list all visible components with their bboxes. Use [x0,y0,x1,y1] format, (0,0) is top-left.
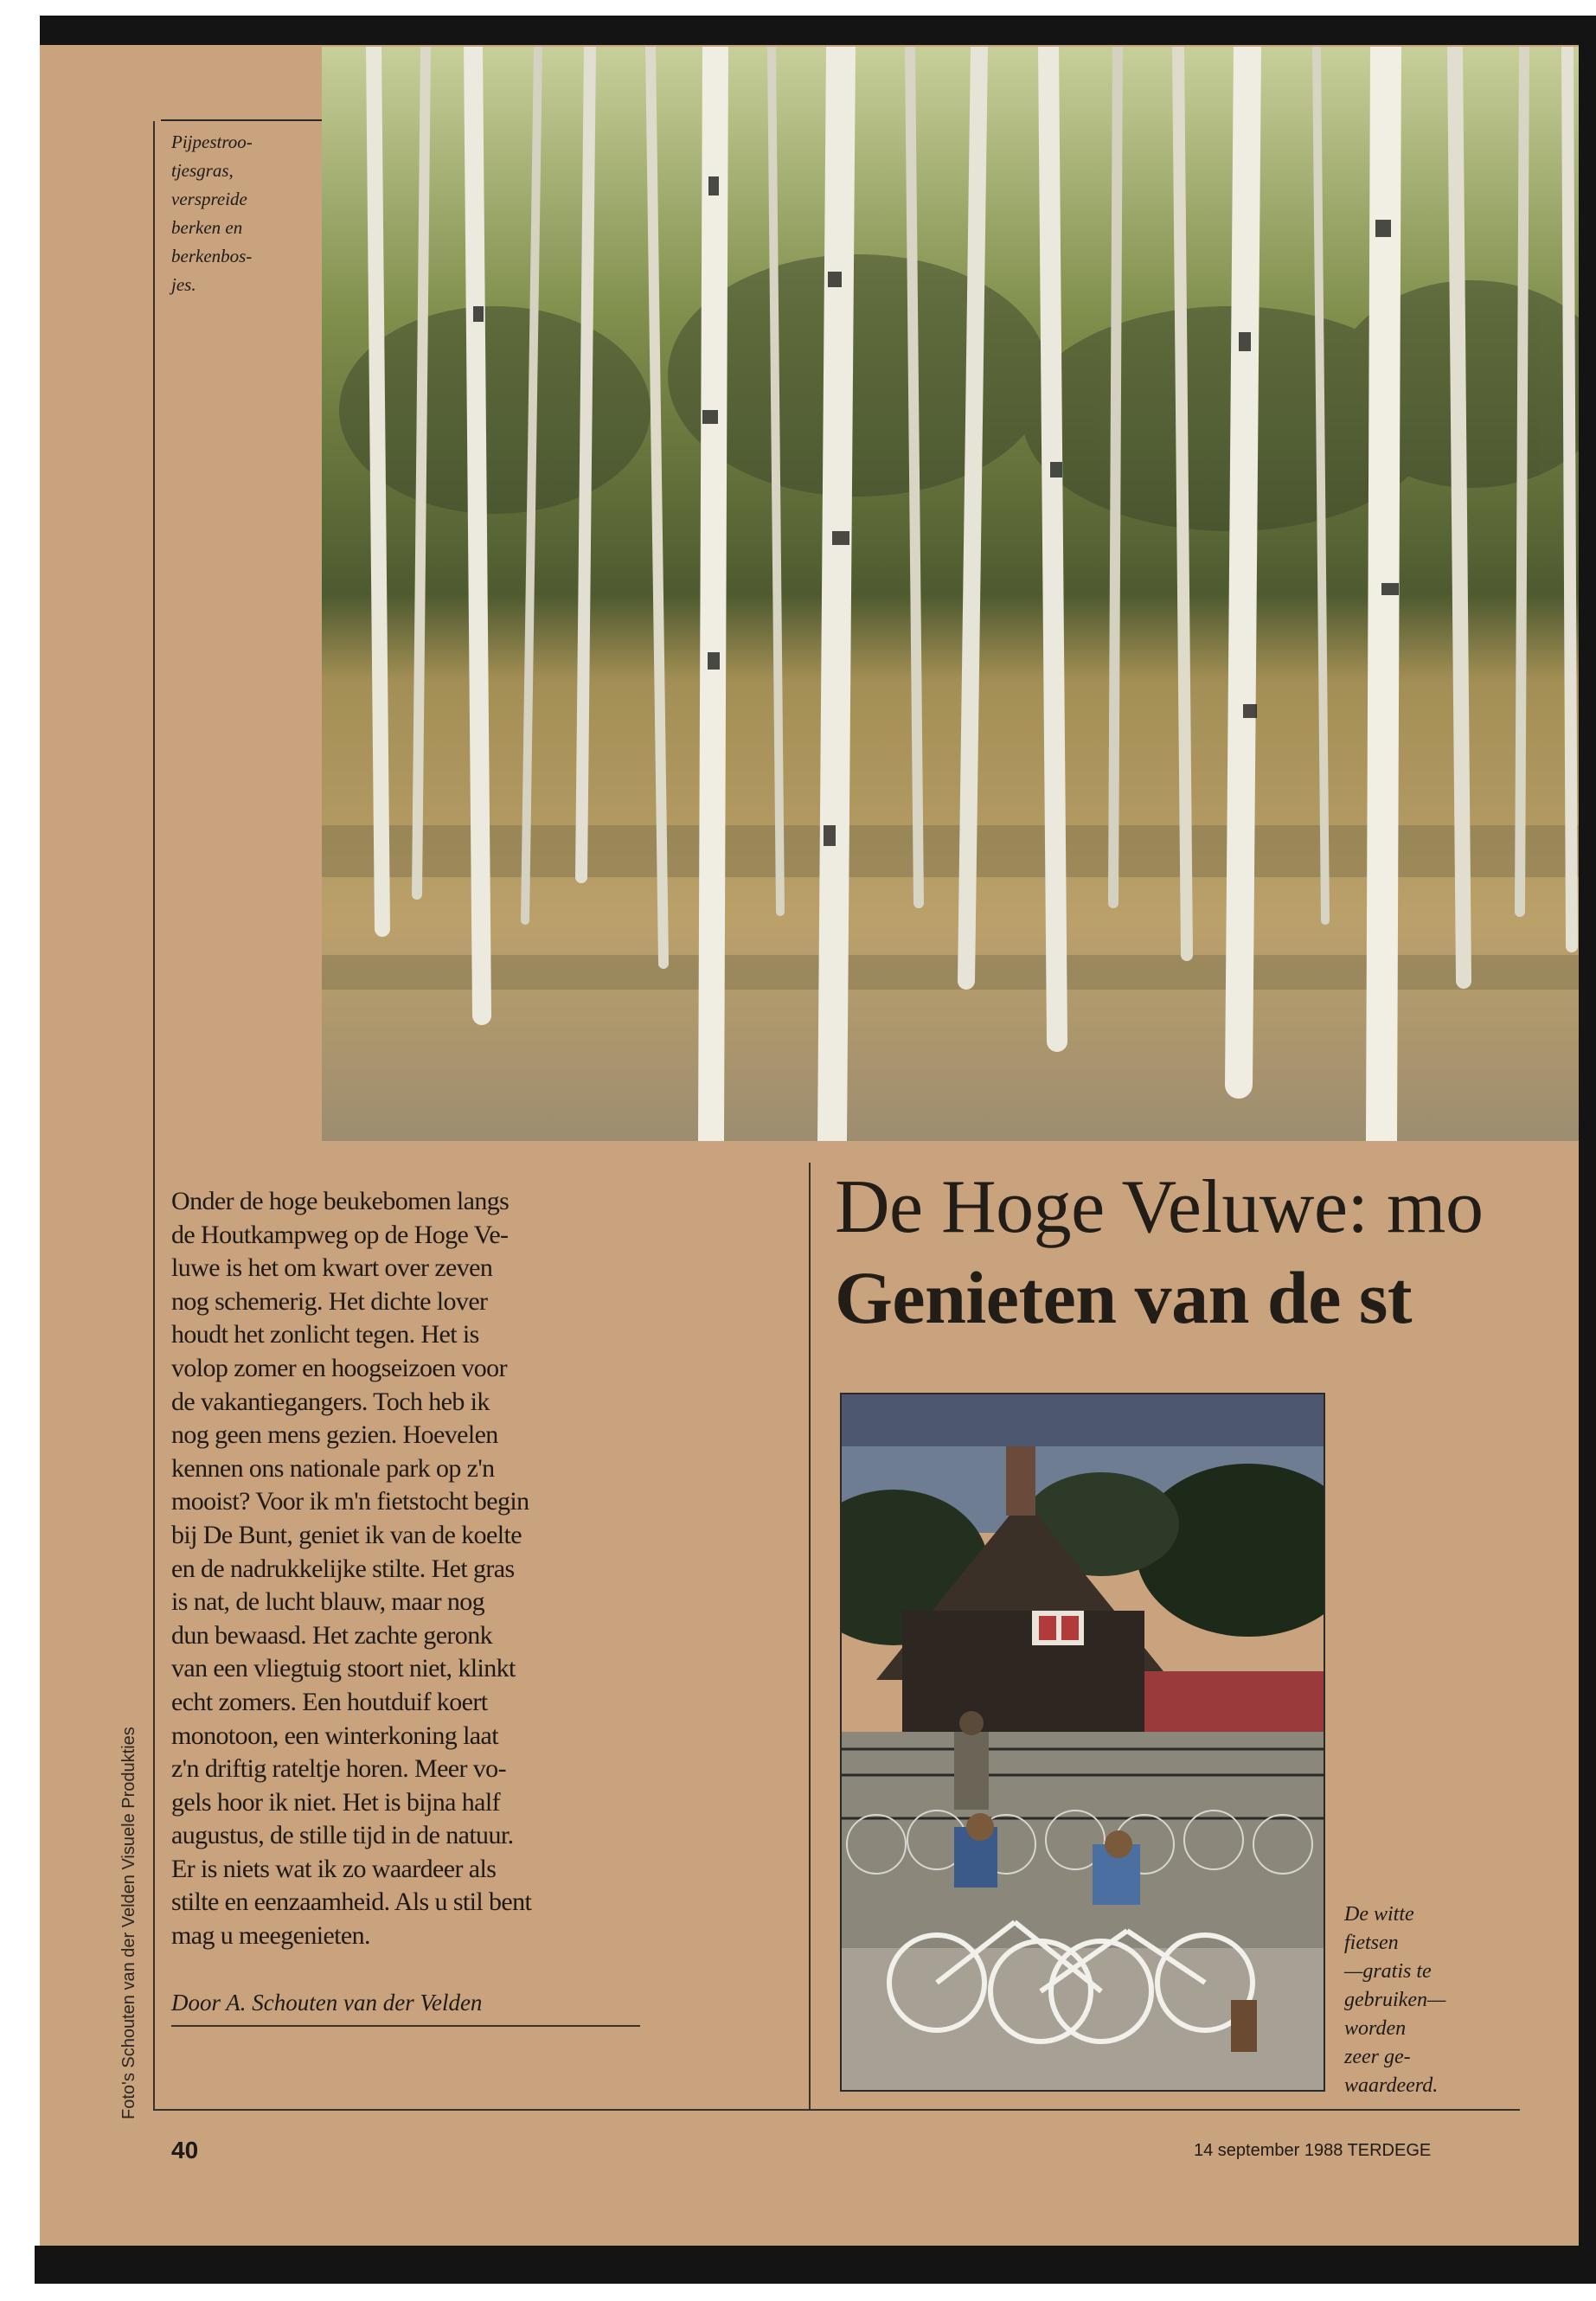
byline-rule [171,2025,640,2027]
caption-line: jes. [171,274,196,295]
body-line: van een vliegtuig stoort niet, klinkt [171,1654,516,1683]
caption-line: —gratis te [1344,1960,1432,1983]
caption-line: tjesgras, [171,160,234,181]
body-line: nog geen mens gezien. Hoevelen [171,1420,498,1450]
body-line: stilte en eenzaamheid. Als u stil bent [171,1888,532,1917]
body-line: houdt het zonlicht tegen. Het is [171,1320,479,1349]
body-line: de Houtkampweg op de Hoge Ve- [171,1220,509,1249]
photo-credit: Foto's Schouten van der Velden Visuele Produkties [119,1727,138,2119]
caption-line: worden [1344,2017,1407,2040]
photo-caption-right [1344,1900,1474,2100]
caption-rule [161,119,322,121]
scan-border-top [40,16,1596,45]
caption-line: verspreide [171,189,247,209]
issue-date: 14 september 1988 TERDEGE [1194,2141,1432,2160]
body-line: bij De Bunt, geniet ik van de koelte [171,1520,522,1549]
birch-forest-photo [322,47,1579,1141]
body-line: z'n driftig rateltje horen. Meer vo- [171,1754,506,1784]
caption-line: Pijpestroo- [171,131,253,152]
body-line: dun bewaasd. Het zachte geronk [171,1620,493,1650]
byline: Door A. Schouten van der Velden [171,1990,483,2016]
caption-line: berken en [171,217,243,238]
column-rule [809,1163,811,2109]
body-line: is nat, de lucht blauw, maar nog [171,1587,485,1617]
body-line: luwe is het om kwart over zeven [171,1253,493,1283]
body-line: Onder de hoge beukebomen langs [171,1187,510,1215]
body-line: augustus, de stille tijd in de natuur. [171,1821,514,1850]
scan-border-bottom [35,2246,1596,2284]
bottom-rule [153,2109,1520,2111]
body-line: mag u meegenieten. [171,1921,370,1951]
caption-line: waardeerd. [1344,2074,1439,2097]
body-line: Er is niets wat ik zo waardeer als [171,1854,497,1883]
body-line: gels hoor ik niet. Het is bijna half [171,1787,500,1817]
body-line: en de nadrukkelijke stilte. Het gras [171,1554,515,1583]
caption-line: gebruiken— [1344,1989,1446,2011]
body-line: volop zomer en hoogseizoen voor [171,1353,507,1382]
headline-line-2: Genieten van de st [835,1256,1413,1339]
caption-line: berkenbos- [171,246,253,266]
body-line: monotoon, een winterkoning laat [171,1721,498,1750]
body-line: mooist? Voor ik m'n fietstocht begin [171,1487,529,1516]
page-number: 40 [171,2137,199,2163]
caption-line: fietsen [1344,1932,1399,1954]
body-line: echt zomers. Een houtduif koert [171,1687,488,1716]
headline-line-1: De Hoge Veluwe: mo [835,1165,1484,1249]
white-bicycles-photo [840,1393,1325,2092]
left-vertical-rule [153,121,155,2111]
photo-caption-top [171,128,318,299]
caption-line: zeer ge- [1344,2046,1411,2068]
body-line: nog schemerig. Het dichte lover [171,1286,488,1316]
article-body [171,1185,656,1953]
body-line: de vakantiegangers. Toch heb ik [171,1387,490,1416]
scan-border-right [1579,16,1596,2282]
body-line: kennen ons nationale park op z'n [171,1453,495,1483]
caption-line: De witte [1344,1903,1414,1926]
